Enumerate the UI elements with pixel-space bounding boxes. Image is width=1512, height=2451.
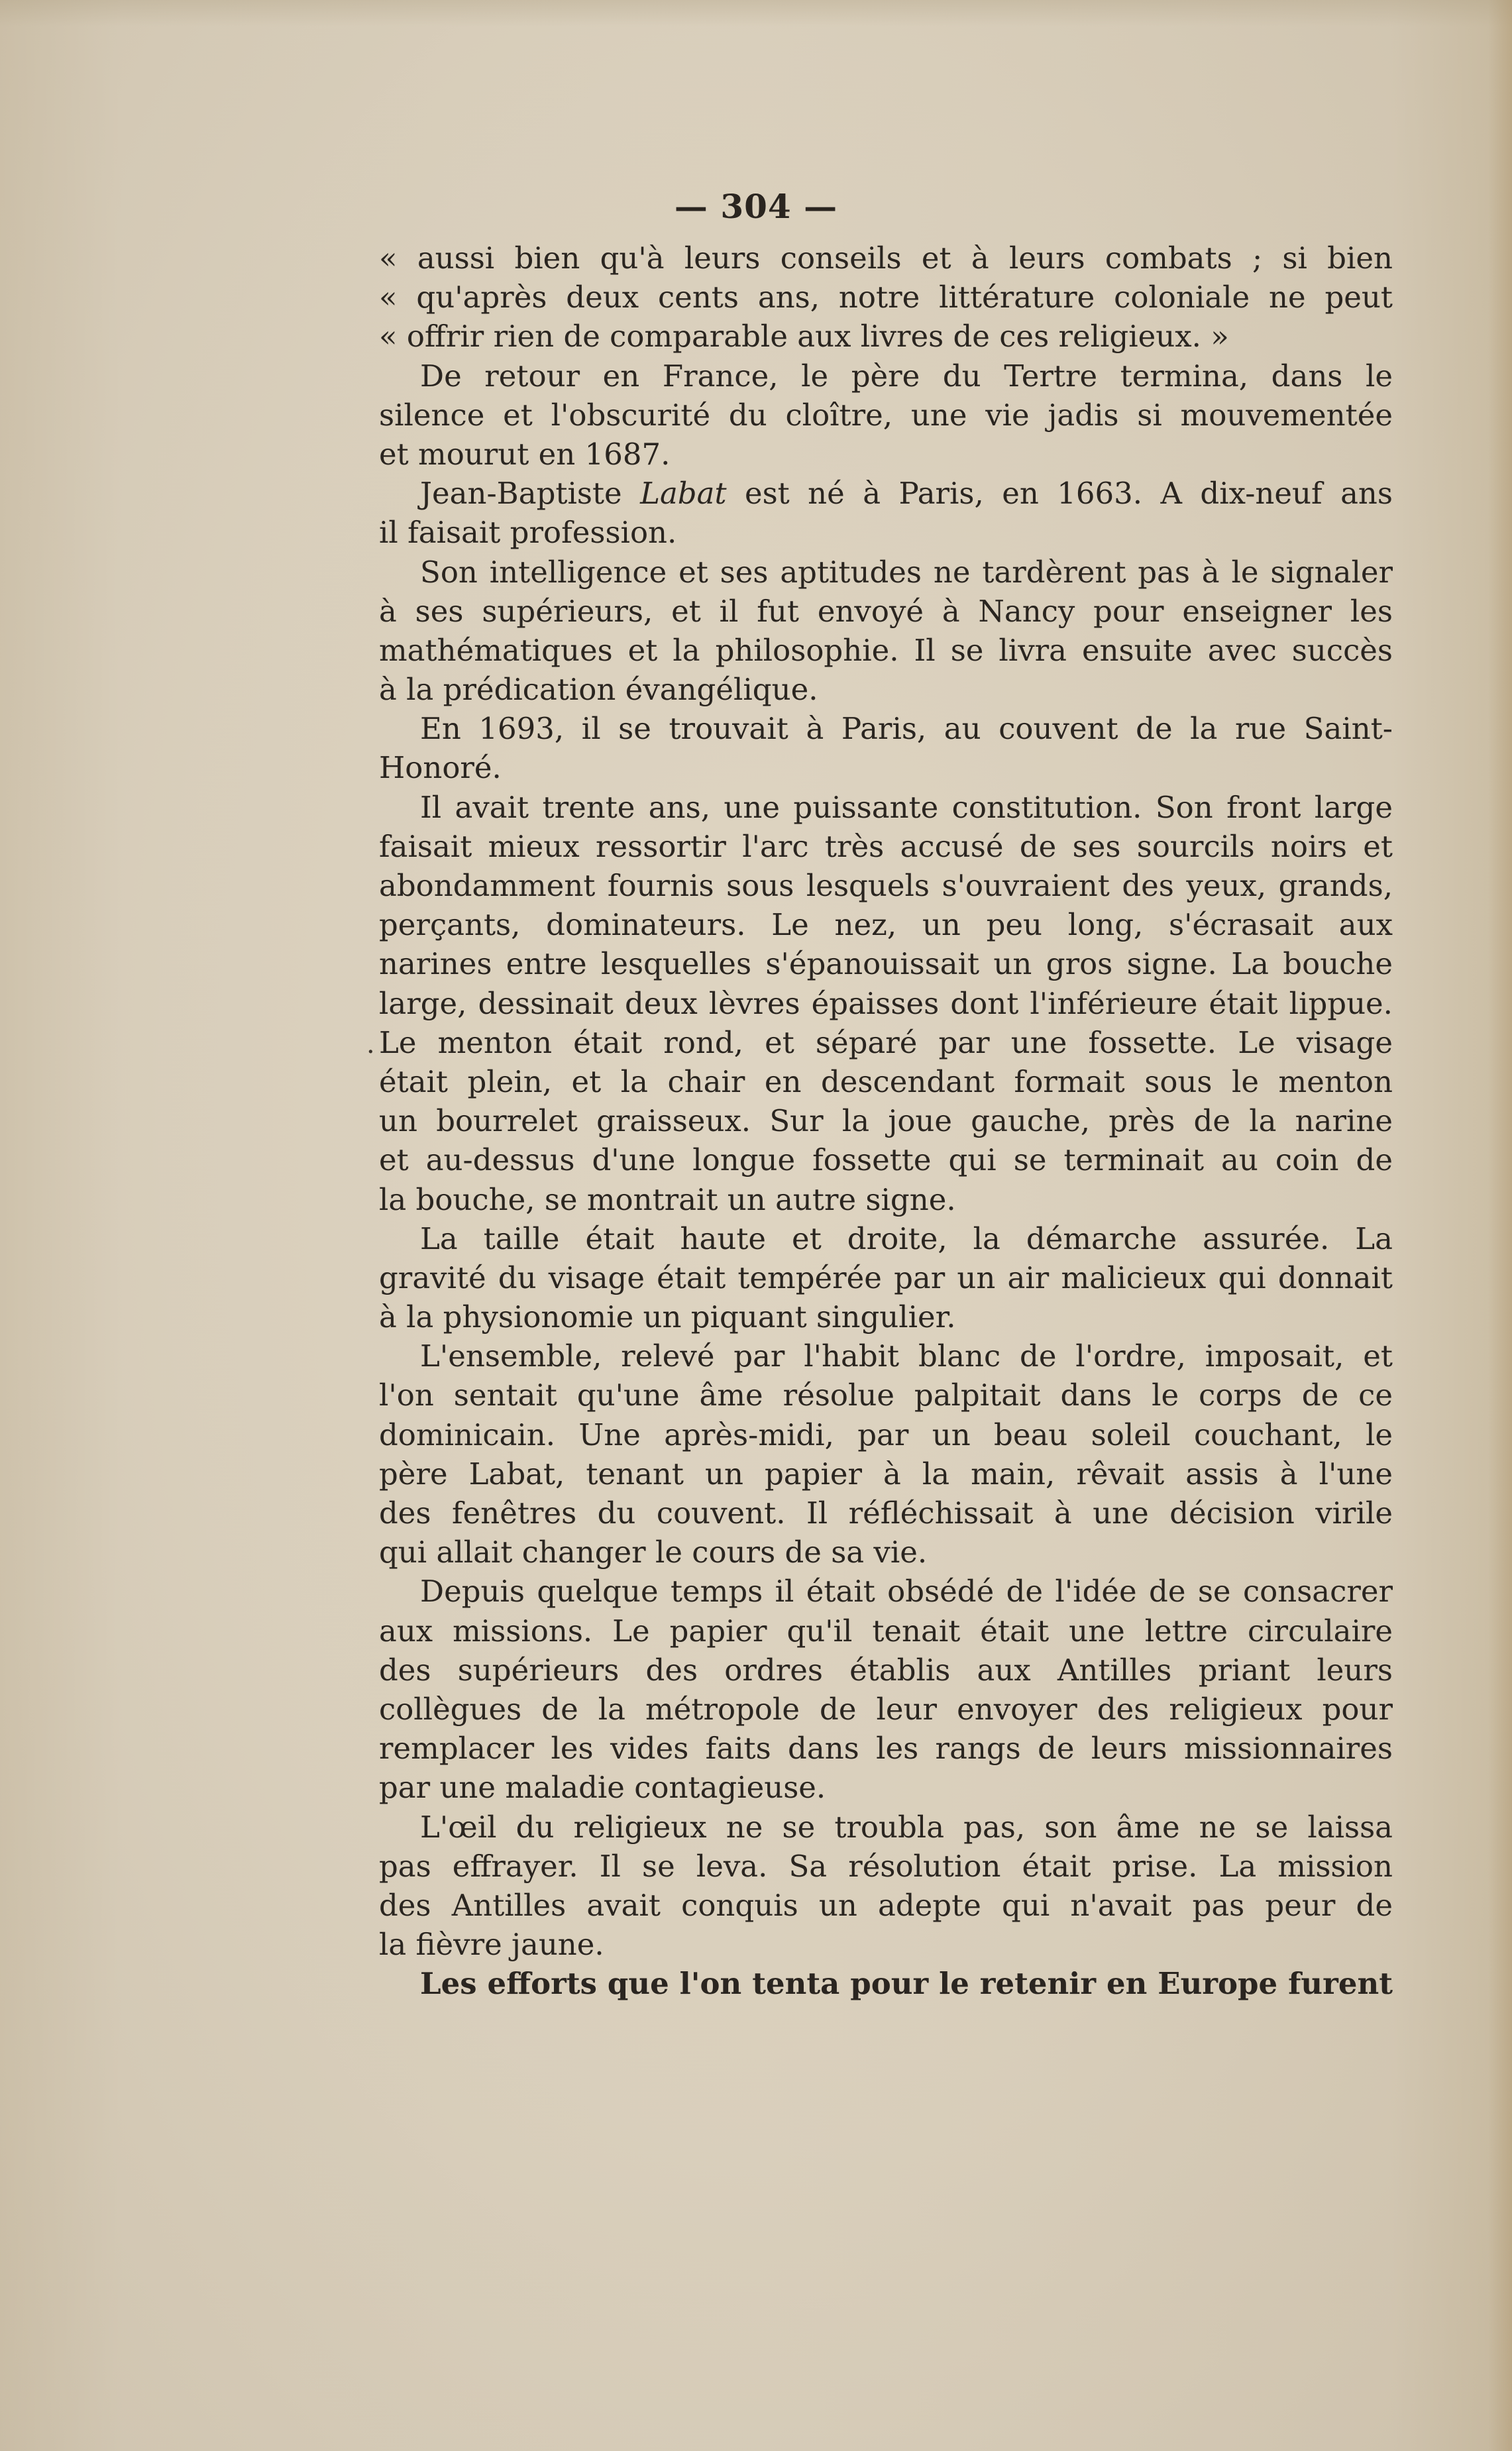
text-line: Il avait trente ans, une puissante constitution. Son front large [420,789,1393,825]
text-line: « aussi bien qu'à leurs conseils et à leurs combats ; si bien [379,241,1393,276]
text-line: pas effrayer. Il se leva. Sa résolution était prise. La mission [379,1848,1393,1884]
text-line: narines entre lesquelles s'épanouissait un gros signe. La bouche [379,946,1393,982]
body-text [379,239,1393,2003]
text-line: père Labat, tenant un papier à la main, rêvait assis à l'une [379,1456,1393,1492]
text-line: aux missions. Le papier qu'il tenait était une lettre circulaire [379,1613,1393,1649]
text-line: un bourrelet graisseux. Sur la joue gauche, près de la narine [379,1103,1393,1139]
text-line: L'œil du religieux ne se troubla pas, son âme ne se laissa [420,1809,1393,1845]
text-line: De retour en France, le père du Tertre termina, dans le [420,358,1393,394]
text-line: remplacer les vides faits dans les rangs de leurs missionnaires [379,1731,1393,1767]
text-line: « qu'après deux cents ans, notre littérature coloniale ne peut [379,280,1393,315]
text-line: des supérieurs des ordres établis aux Antilles priant leurs [379,1652,1393,1688]
text-line: à la physionomie un piquant singulier. [379,1299,956,1335]
text-line: silence et l'obscurité du cloître, une vie jadis si mouvementée [379,397,1393,433]
page-edge-shading [1488,0,1512,2451]
text-line: collègues de la métropole de leur envoyer des religieux pour [379,1691,1393,1727]
text-line: En 1693, il se trouvait à Paris, au couvent de la rue Saint- [420,711,1393,747]
text-line: Depuis quelque temps il était obsédé de l'idée de se consacrer [420,1574,1393,1609]
text-line: par une maladie contagieuse. [379,1770,826,1806]
text-line: « offrir rien de comparable aux livres de ces religieux. » [379,319,1229,354]
text-line: perçants, dominateurs. Le nez, un peu long, s'écrasait aux [379,907,1393,943]
text-line: abondamment fournis sous lesquels s'ouvraient des yeux, grands, [379,868,1393,903]
text-line: L'ensemble, relevé par l'habit blanc de l'ordre, imposait, et [420,1338,1393,1374]
page-top-shading [0,0,1512,27]
text-line: large, dessinait deux lèvres épaisses dont l'inférieure était lippue. [379,985,1393,1021]
text-line: Honoré. [379,750,502,786]
text-line: Les efforts que l'on tenta pour le retenir en Europe furent [420,1966,1393,2002]
text-line: et au-dessus d'une longue fossette qui se terminait au coin de [379,1142,1393,1178]
text-line: à la prédication évangélique. [379,672,818,708]
text-line: gravité du visage était tempérée par un air malicieux qui donnait [379,1260,1393,1295]
text-line: dominicain. Une après-midi, par un beau soleil couchant, le [379,1417,1393,1452]
text-line: des Antilles avait conquis un adepte qui n'avait pas peur de [379,1887,1393,1923]
text-line: la bouche, se montrait un autre signe. [379,1181,956,1217]
text-line: faisait mieux ressortir l'arc très accusé de ses sourcils noirs et [379,828,1393,864]
text-line: qui allait changer le cours de sa vie. [379,1535,928,1570]
text-line: la fièvre jaune. [379,1927,604,1963]
text-line: et mourut en 1687. [379,436,671,472]
text-line: mathématiques et la philosophie. Il se livra ensuite avec succès [379,632,1393,668]
text-line: à ses supérieurs, et il fut envoyé à Nancy pour enseigner les [379,593,1393,629]
text-line: Son intelligence et ses aptitudes ne tardèrent pas à le signaler [420,554,1393,590]
page-number: — 304 — [674,187,838,226]
text-line: Jean-Baptiste Labat est né à Paris, en 1663. A dix-neuf ans [420,476,1393,512]
text-line: des fenêtres du couvent. Il réfléchissait à une décision virile [379,1496,1393,1531]
text-line: La taille était haute et droite, la démarche assurée. La [420,1221,1393,1256]
text-line: il faisait profession. [379,515,677,551]
margin-dot: · [366,1037,375,1067]
text-line: était plein, et la chair en descendant formait sous le menton [379,1063,1393,1099]
text-line: Le menton était rond, et séparé par une fossette. Le visage [379,1024,1393,1060]
text-line: l'on sentait qu'une âme résolue palpitait dans le corps de ce [379,1378,1393,1413]
